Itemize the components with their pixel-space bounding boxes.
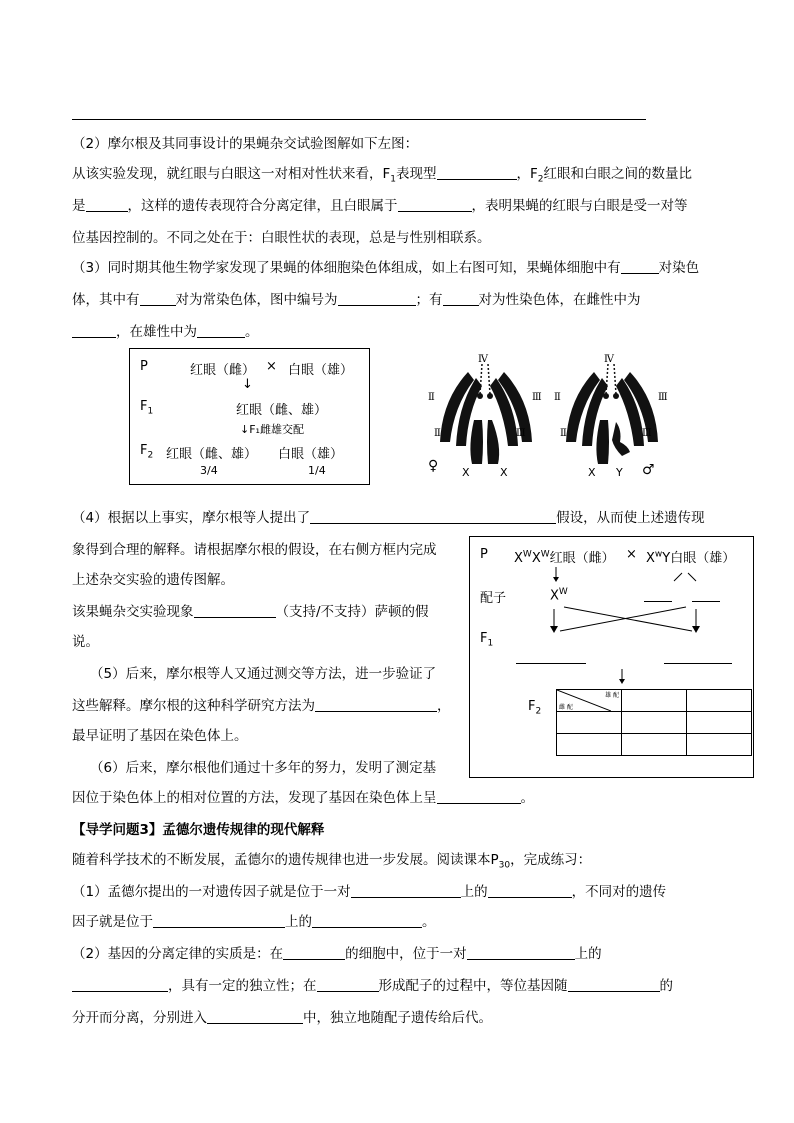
table-cell[interactable] xyxy=(622,734,687,756)
centromere xyxy=(477,393,483,399)
label-iii: Ⅲ xyxy=(516,428,526,439)
label-iii: Ⅲ xyxy=(532,392,542,403)
label-ii: Ⅱ xyxy=(560,428,567,439)
answer-blank[interactable] xyxy=(351,883,461,898)
q6-line1: （6）后来，摩尔根他们通过十多年的努力，发明了测定基 xyxy=(90,760,437,776)
table-cell[interactable] xyxy=(687,712,752,734)
answer-blank[interactable] xyxy=(621,259,659,274)
answer-blank[interactable] xyxy=(197,323,245,338)
chromosome-y xyxy=(612,422,630,456)
female-karyotype xyxy=(428,354,542,479)
gamete-blank[interactable] xyxy=(692,601,720,602)
table-cell[interactable] xyxy=(622,690,687,712)
f1-blank[interactable] xyxy=(516,663,586,664)
answer-blank[interactable] xyxy=(86,197,128,212)
chromosome-x xyxy=(596,420,609,464)
female-symbol: ♀ xyxy=(428,458,439,474)
label-y: Y xyxy=(616,466,623,479)
answer-blank[interactable] xyxy=(140,291,176,306)
answer-blank[interactable] xyxy=(315,697,437,712)
q5-line1: （5）后来，摩尔根等人又通过测交等方法，进一步验证了 xyxy=(90,666,437,682)
answer-blank[interactable] xyxy=(283,945,345,960)
s3-q1-line1: （1）孟德尔提出的一对遗传因子就是位于一对 上的 ，不同对的遗传 xyxy=(72,884,667,900)
chromosome-figure xyxy=(420,350,680,480)
label-iv: Ⅳ xyxy=(604,354,614,365)
answer-blank[interactable] xyxy=(207,1009,303,1024)
s3-q2-line3: 分开而分离，分别进入 中，独立地随配子遗传给后代。 xyxy=(72,1010,492,1026)
chromosome-iv xyxy=(480,364,482,394)
answer-blank[interactable] xyxy=(72,977,168,992)
gamete-blank[interactable] xyxy=(644,601,672,602)
chromosome-iv xyxy=(606,364,608,394)
male-karyotype xyxy=(554,354,668,479)
q2-line1: 从该实验发现，就红眼与白眼这一对相对性状来看，$F_1$表现型 ，$F_2$红眼和白眼之间的数量比 xyxy=(72,166,692,185)
label-x: X xyxy=(500,466,508,479)
answer-blank[interactable] xyxy=(488,883,572,898)
answer-blank[interactable] xyxy=(317,977,379,992)
q4-line4: 该果蝇杂交实验现象 （支持/不支持）萨顿的假 xyxy=(72,604,429,620)
answer-blank[interactable] xyxy=(467,945,575,960)
q4-line5: 说。 xyxy=(72,634,99,650)
label-iii: Ⅲ xyxy=(642,428,652,439)
section-3-title: 【导学问题3】孟德尔遗传规律的现代解释 xyxy=(72,822,325,838)
s3-q2-line1: （2）基因的分离定律的实质是：在 的细胞中，位于一对 上的 xyxy=(72,946,602,962)
label-ii: Ⅱ xyxy=(434,428,441,439)
section-3-intro: 随着科学技术的不断发展，孟德尔的遗传规律也进一步发展。阅读课本$P_{30}$，完成练习： xyxy=(72,852,592,871)
answer-blank[interactable] xyxy=(338,291,416,306)
centromere xyxy=(487,393,493,399)
q3-line1: （3）同时期其他生物学家发现了果蝇的体细胞染色体组成，如上右图可知，果蝇体细胞中有 对染色 xyxy=(72,260,700,276)
q4-line2: 象得到合理的解释。请根据摩尔根的假设，在右侧方框内完成 xyxy=(72,542,437,558)
answer-blank[interactable] xyxy=(310,509,556,524)
label-x: X xyxy=(588,466,596,479)
q2-line2: 是 ，这样的遗传表现符合分离定律，且白眼属于 ，表明果蝇的红眼与白眼是受一对等 xyxy=(72,198,688,214)
header-rule xyxy=(72,119,646,120)
chromosome-x xyxy=(487,420,499,464)
answer-blank[interactable] xyxy=(437,165,517,180)
answer-blank[interactable] xyxy=(437,789,521,804)
male-symbol: ♂ xyxy=(642,462,655,478)
answer-blank[interactable] xyxy=(153,913,285,928)
centromere xyxy=(603,393,609,399)
genetic-diagram-box: P $X^WX^W$红眼（雌） × $X^wY$白眼（雄） 配子 $X^W$ $F_1$ $F_2$ 雄 配 雌 配 xyxy=(469,536,754,778)
chromosome-x xyxy=(470,420,483,464)
s3-q2-line2: ，具有一定的独立性；在 形成配子的过程中，等位基因随 的 xyxy=(72,970,724,1002)
f2-punnett-table xyxy=(556,689,752,756)
label-iii: Ⅲ xyxy=(658,392,668,403)
q5-line2: 这些解释。摩尔根的这种科学研究方法为 ， xyxy=(72,698,451,714)
answer-blank[interactable] xyxy=(443,291,479,306)
q2-line3: 位基因控制的。不同之处在于：白眼性状的表现，总是与性别相联系。 xyxy=(72,230,491,246)
label-iv: Ⅳ xyxy=(478,354,488,365)
q3-line3: ，在雄性中为 。 xyxy=(72,316,724,348)
table-cell[interactable] xyxy=(622,712,687,734)
table-corner: 雄 配 雌 配 xyxy=(557,690,622,712)
centromere xyxy=(613,393,619,399)
chromosome-iv xyxy=(488,364,490,394)
answer-blank[interactable] xyxy=(72,323,116,338)
s3-q1-line2: 因子就是位于 上的 。 xyxy=(72,914,436,930)
q2-intro: （2）摩尔根及其同事设计的果蝇杂交试验图解如下左图： xyxy=(72,136,419,152)
label-ii: Ⅱ xyxy=(428,392,435,403)
table-cell[interactable] xyxy=(687,690,752,712)
f1-blank[interactable] xyxy=(664,663,732,664)
q6-line2: 因位于染色体上的相对位置的方法，发现了基因在染色体上呈 。 xyxy=(72,790,534,806)
cross-diagram: P 红眼（雌） × 白眼（雄） ↓ $F_1$ 红眼（雌、雄） ↓F₁雌雄交配 $F_2$ 红眼（雌、雄） 白眼（雄） 3/4 1/4 xyxy=(129,348,370,485)
label-ii: Ⅱ xyxy=(554,392,561,403)
label-x: X xyxy=(462,466,470,479)
table-cell[interactable] xyxy=(557,734,622,756)
q4-line1: （4）根据以上事实，摩尔根等人提出了 假设，从而使上述遗传现 xyxy=(72,510,705,526)
answer-blank[interactable] xyxy=(398,197,472,212)
answer-blank[interactable] xyxy=(194,603,276,618)
q3-line2: 体，其中有 对为常染色体，图中编号为 ；有 对为性染色体，在雌性中为 xyxy=(72,292,641,308)
table-cell[interactable] xyxy=(557,712,622,734)
answer-blank[interactable] xyxy=(312,913,422,928)
q4-line3: 上述杂交实验的遗传图解。 xyxy=(72,572,234,588)
q5-line3: 最早证明了基因在染色体上。 xyxy=(72,728,248,744)
answer-blank[interactable] xyxy=(568,977,660,992)
table-cell[interactable] xyxy=(687,734,752,756)
chromosome-iv xyxy=(614,364,616,394)
